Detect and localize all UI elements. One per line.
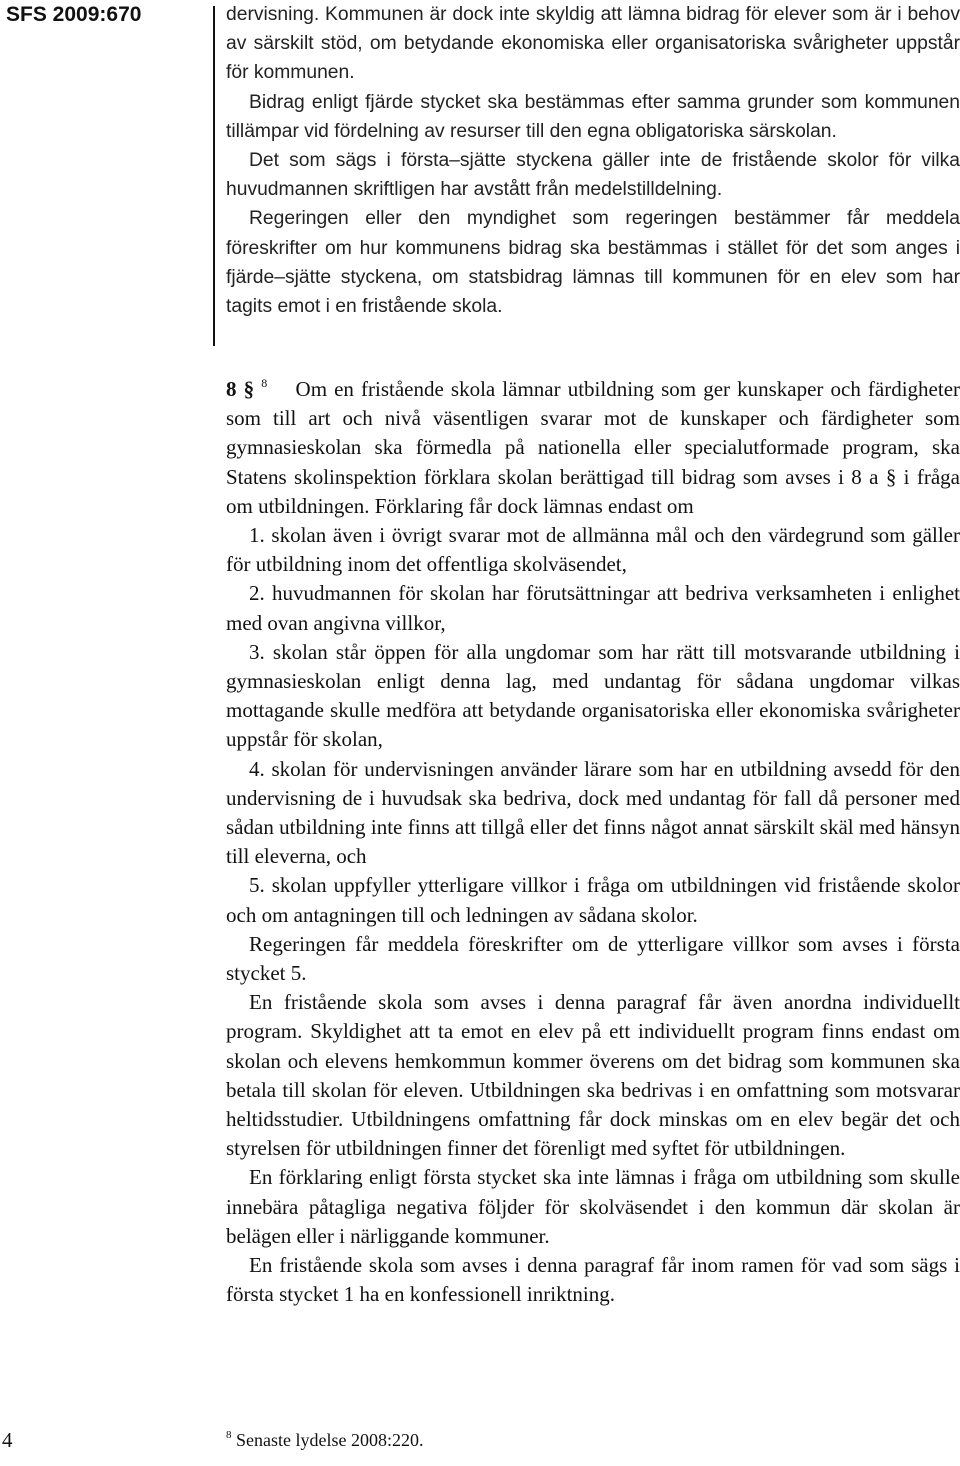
amended-text-block [226, 0, 960, 321]
paragraph-continuation: dervisning. Kommunen är dock inte skyldig att lämna bidrag för elever som är i behov av särskilt stöd, om betydande ekonomiska eller organisatoriska svårigheter uppstår för kommunen. [226, 4, 960, 84]
section-intro-text: Om en fristående skola lämnar utbildning som ger kunskaper och färdigheter som till art och nivå väsentligen svarar mot de kunskaper och färdigheter som gymnasieskolan ska förmedla på nationella eller specialutformade program, ska Statens skolinspektion förklara skolan berättigad till bidrag som avses i 8 a § i fråga om utbildningen. Förklaring får dock lämnas endast om [226, 377, 960, 518]
paragraph: Regeringen eller den myndighet som regeringen bestämmer får meddela föreskrifter om hur kommunens bidrag ska bestämmas i stället för det som anges i fjärde–sjätte styckena, om statsbidrag lämnas till kommunen för en elev som har tagits emot i en fristående skola. [226, 208, 960, 318]
list-item: 2. huvudmannen för skolan har förutsättningar att bedriva verksamheten i enlighet med ovan angivna villkor, [226, 581, 960, 635]
list-item: 1. skolan även i övrigt svarar mot de allmänna mål och den värdegrund som gäller för utbildning inom det offentliga skolväsendet, [226, 523, 960, 577]
paragraph: Regeringen får meddela föreskrifter om de ytterligare villkor som avses i första stycket 5. [226, 931, 960, 986]
list-item: 5. skolan uppfyller ytterligare villkor i fråga om utbildningen vid fristående skolor och om antagningen till och ledningen av sådana skolor. [226, 873, 960, 927]
paragraph: Bidrag enligt fjärde stycket ska bestämmas efter samma grunder som kommunen tillämpar vid fördelning av resurser till den egna obligatoriska särskolan. [226, 91, 960, 142]
section-8 [226, 375, 960, 1310]
section-8-intro [226, 375, 960, 521]
footnote-reference: 8 [261, 376, 268, 390]
list-item: 3. skolan står öppen för alla ungdomar som har rätt till motsvarande utbildning i gymnasieskolan enligt denna lag, med undantag för sådana ungdomar vilkas mottagande skulle medföra att betydande organisatoriska eller ekonomiska svårigheter uppstår för skolan, [226, 639, 960, 752]
paragraph: Det som sägs i första–sjätte styckena gäller inte de fristående skolor för vilka huvudmannen skriftligen har avstått från medelstilldelning. [226, 150, 960, 201]
change-bar [213, 6, 215, 346]
sfs-number: SFS 2009:670 [6, 3, 142, 26]
section-number: 8 § [226, 377, 255, 401]
footnote [226, 1430, 423, 1451]
list-item: 4. skolan för undervisningen använder lärare som har en utbildning avsedd för den undervisning de i huvudsak ska bedriva, dock med undantag för fall då personer med sådan utbildning inte finns att tillgå eller det finns något annat särskilt skäl med hänsyn till eleverna, och [226, 756, 960, 869]
footnote-mark: 8 [226, 1429, 232, 1441]
paragraph: En fristående skola som avses i denna paragraf får inom ramen för vad som sägs i första stycket 1 ha en konfessionell inriktning. [226, 1253, 960, 1307]
paragraph: En fristående skola som avses i denna paragraf får även anordna individuellt program. Skyldighet att ta emot en elev på ett individuellt program finns endast om skolan och elevens hemkommun kommer överens om det bidrag som kommunen ska betala till skolan för eleven. Utbildningen ska bedrivas i en omfattning som motsvarar heltidsstudier. Utbildningens omfattning får dock minskas om en elev begär det och styrelsen för utbildningen finner det förenligt med syftet för utbildningen. [226, 990, 960, 1161]
footnote-text: Senaste lydelse 2008:220. [236, 1430, 424, 1450]
page-number: 4 [2, 1428, 13, 1452]
paragraph: En förklaring enligt första stycket ska inte lämnas i fråga om utbildning som skulle innebära påtagliga negativa följder för skolväsendet i den kommun där skolan är belägen eller i närliggande kommuner. [226, 1165, 960, 1248]
